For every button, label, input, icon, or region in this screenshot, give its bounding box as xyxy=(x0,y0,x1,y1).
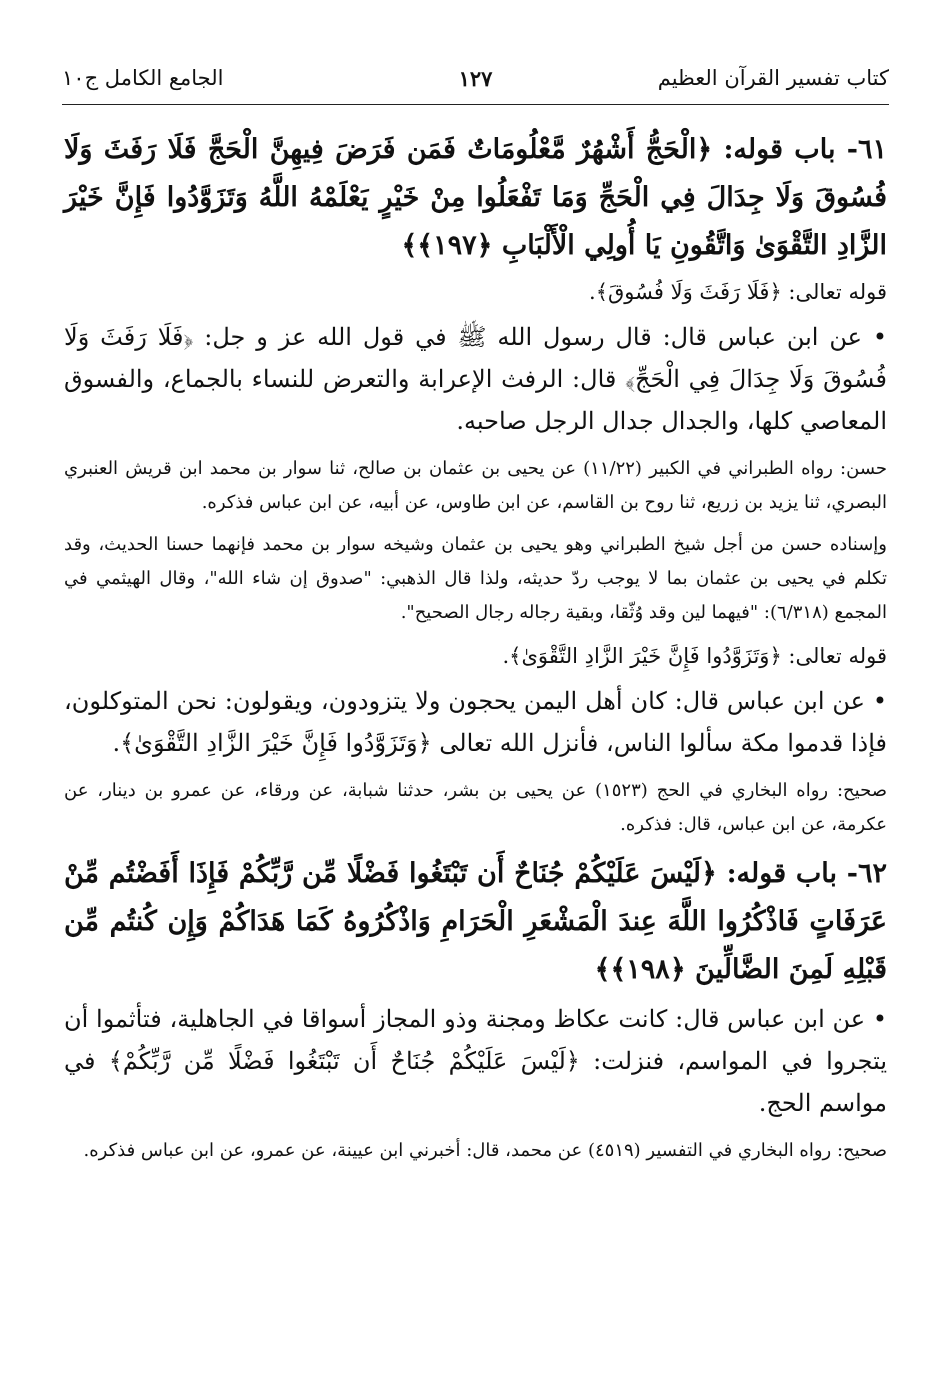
series-title: الجامع الكامل ج١٠ xyxy=(62,66,224,90)
chapter-61-heading xyxy=(64,126,887,270)
chapter-61-verse: ﴿الْحَجُّ أَشْهُرٌ مَّعْلُومَاتٌ فَمَن فَرَضَ فِيهِنَّ الْحَجَّ فَلَا رَفَثَ وَلَا فُسُوقَ وَلَا جِدَالَ فِي الْحَجِّ وَمَا تَفْعَلُوا مِنْ خَيْرٍ يَعْلَمْهُ اللَّهُ وَتَزَوَّدُوا فَإِنَّ خَيْرَ الزَّادِ التَّقْوَىٰ وَاتَّقُونِ يَا أُولِي الْأَلْبَابِ ﴿١٩٧﴾﴾ xyxy=(64,134,887,261)
verse-intro: قوله تعالى: ﴿فَلَا رَفَثَ وَلَا فُسُوقَ﴾. xyxy=(589,280,887,304)
chapter-62-label: ٦٢- باب قوله: xyxy=(726,858,888,889)
verse-intro: قوله تعالى: ﴿وَتَزَوَّدُوا فَإِنَّ خَيْرَ الزَّادِ التَّقْوَىٰ﴾. xyxy=(502,644,887,668)
footnote-paragraph: صحيح: رواه البخاري في الحج (١٥٢٣) عن يحيى بن بشر، حدثنا شبابة، عن ورقاء، عن عمرو بن دينار، عن عكرمة، عن ابن عباس، قال: فذكره. xyxy=(64,780,887,835)
hadith-paragraph: • عن ابن عباس قال: كان أهل اليمن يحجون ولا يتزودون، ويقولون: نحن المتوكلون، فإذا قدموا مكة سألوا الناس، فأنزل الله تعالى ﴿وَتَزَوَّدُوا فَإِنَّ خَيْرَ الزَّادِ التَّقْوَىٰ﴾. xyxy=(64,687,887,757)
hadith-paragraph: • عن ابن عباس قال: قال رسول الله ﷺ في قول الله عز و جل: ﴿فَلَا رَفَثَ وَلَا فُسُوقَ وَلَا جِدَالَ فِي الْحَجِّ﴾ قال: الرفث الإعرابة والتعرض للنساء بالجماع، والفسوق المعاصي كلها، والجدال جدال الرجل صاحبه. xyxy=(64,323,887,435)
chapter-62-heading xyxy=(64,850,887,994)
chapter-62-verse: ﴿لَيْسَ عَلَيْكُمْ جُنَاحٌ أَن تَبْتَغُوا فَضْلًا مِّن رَّبِّكُمْ فَإِذَا أَفَضْتُم مِّنْ عَرَفَاتٍ فَاذْكُرُوا اللَّهَ عِندَ الْمَشْعَرِ الْحَرَامِ وَاذْكُرُوهُ كَمَا هَدَاكُمْ وَإِن كُنتُم مِّن قَبْلِهِ لَمِنَ الضَّالِّينَ ﴿١٩٨﴾﴾ xyxy=(64,858,887,985)
book-title: كتاب تفسير القرآن العظيم xyxy=(657,66,889,90)
footnote-paragraph: وإسناده حسن من أجل شيخ الطبراني وهو يحيى بن عثمان وشيخه سوار بن محمد فإنهما حسنا الحديث، وقد تكلم في يحيى بن عثمان بما لا يوجب ردّ حديثه، ولذا قال الذهبي: "صدوق إن شاء الله"، وقال الهيثمي في المجمع (٦/٣١٨): "فيهما لين وقد وُثّقا، وبقية رجاله رجال الصحيح". xyxy=(64,534,887,623)
page-body xyxy=(64,126,887,1176)
hadith-paragraph: • عن ابن عباس قال: كانت عكاظ ومجنة وذو المجاز أسواقا في الجاهلية، فتأثموا أن يتجروا في المواسم، فنزلت: ﴿لَيْسَ عَلَيْكُمْ جُنَاحٌ أَن تَبْتَغُوا فَضْلًا مِّن رَّبِّكُمْ﴾ في مواسم الحج. xyxy=(64,1005,887,1117)
page-number: ١٢٧ xyxy=(458,66,493,91)
footnote-paragraph: صحيح: رواه البخاري في التفسير (٤٥١٩) عن محمد، قال: أخبرني ابن عيينة، عن عمرو، عن ابن عباس فذكره. xyxy=(83,1140,887,1161)
footnote-paragraph: حسن: رواه الطبراني في الكبير (١١/٢٢) عن يحيى بن عثمان بن صالح، ثنا سوار بن محمد ابن قريش العنبري البصري، ثنا يزيد بن زريع، ثنا روح بن القاسم، عن ابن طاوس، عن أبيه، عن ابن عباس فذكره. xyxy=(64,458,887,513)
chapter-61-label: ٦١- باب قوله: xyxy=(723,134,887,165)
running-header xyxy=(62,64,889,105)
